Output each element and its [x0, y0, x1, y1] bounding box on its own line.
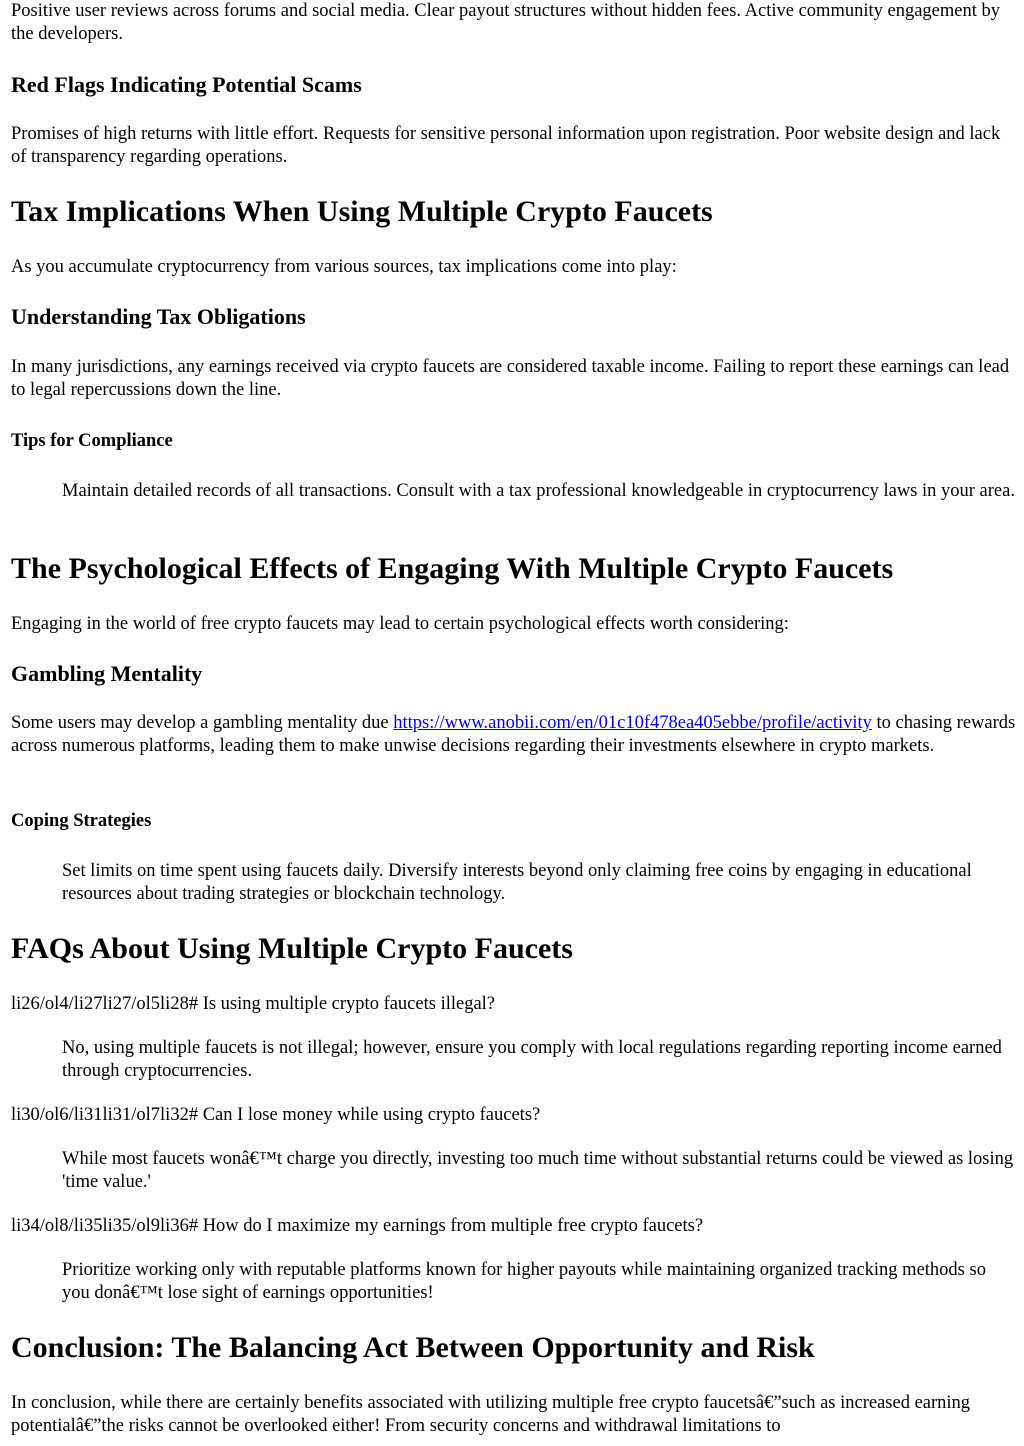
- conclusion-paragraph: In conclusion, while there are certainly benefits associated with utilizing multiple free crypto faucetsâ€”such as increased earning potentialâ€”the risks cannot be overlooked either! From security concerns and withdrawal limitations to: [11, 1393, 971, 1436]
- coping-strategies-heading: Coping Strategies: [11, 811, 152, 831]
- gambling-mentality-heading: Gambling Mentality: [11, 661, 203, 686]
- psych-intro: Engaging in the world of free crypto faucets may lead to certain psychological effects worth considering:: [11, 614, 789, 634]
- faq-answer: Prioritize working only with reputable platforms known for higher payouts while maintaining organized tracking methods so you donâ€™t lose sight of earnings opportunities!: [62, 1260, 986, 1303]
- conclusion-heading: Conclusion: The Balancing Act Between Opportunity and Risk: [11, 1331, 815, 1364]
- red-flags-paragraph: Promises of high returns with little effort. Requests for sensitive personal information upon registration. Poor website design and lack of transparency regarding operations.: [11, 124, 1001, 167]
- faq-question: li30/ol6/li31li31/ol7li32# Can I lose money while using crypto faucets?: [11, 1105, 541, 1125]
- psych-heading: The Psychological Effects of Engaging With Multiple Crypto Faucets: [11, 552, 894, 585]
- gambling-text-after-link: to chasing rewards across numerous platforms, leading them to make unwise decisions regarding their investments elsewhere in crypto markets.: [11, 713, 1016, 756]
- gambling-mentality-paragraph: [11, 712, 1016, 758]
- gambling-text-before-link: Some users may develop a gambling mentality due: [11, 713, 394, 733]
- coping-strategies-paragraph: Set limits on time spent using faucets daily. Diversify interests beyond only claiming free coins by engaging in educational resources about trading strategies or blockchain technology.: [62, 861, 972, 904]
- faq-question: li34/ol8/li35li35/ol9li36# How do I maximize my earnings from multiple free crypto faucets?: [11, 1216, 704, 1236]
- tax-obligations-paragraph: In many jurisdictions, any earnings received via crypto faucets are considered taxable income. Failing to report these earnings can lead to legal repercussions down the line.: [11, 357, 1010, 400]
- anobii-profile-link[interactable]: https://www.anobii.com/en/01c10f478ea405ebbe/profile/activity: [393, 713, 872, 733]
- faq-answer: No, using multiple faucets is not illegal; however, ensure you comply with local regulations regarding reporting income earned through cryptocurrencies.: [62, 1038, 1002, 1081]
- faq-question: li26/ol4/li27li27/ol5li28# Is using multiple crypto faucets illegal?: [11, 994, 496, 1014]
- tips-compliance-paragraph: Maintain detailed records of all transactions. Consult with a tax professional knowledgeable in cryptocurrency laws in your area.: [62, 481, 1015, 501]
- tips-compliance-heading: Tips for Compliance: [11, 431, 173, 451]
- faqs-heading: FAQs About Using Multiple Crypto Faucets: [11, 932, 573, 965]
- intro-paragraph: Positive user reviews across forums and social media. Clear payout structures without hidden fees. Active community engagement by the developers.: [11, 1, 1000, 44]
- red-flags-heading: Red Flags Indicating Potential Scams: [11, 72, 362, 97]
- tax-obligations-heading: Understanding Tax Obligations: [11, 304, 306, 329]
- tax-heading: Tax Implications When Using Multiple Crypto Faucets: [11, 195, 713, 228]
- faq-answer: While most faucets wonâ€™t charge you directly, investing too much time without substantial returns could be viewed as losing 'time value.': [62, 1149, 1014, 1192]
- tax-intro: As you accumulate cryptocurrency from various sources, tax implications come into play:: [11, 257, 677, 277]
